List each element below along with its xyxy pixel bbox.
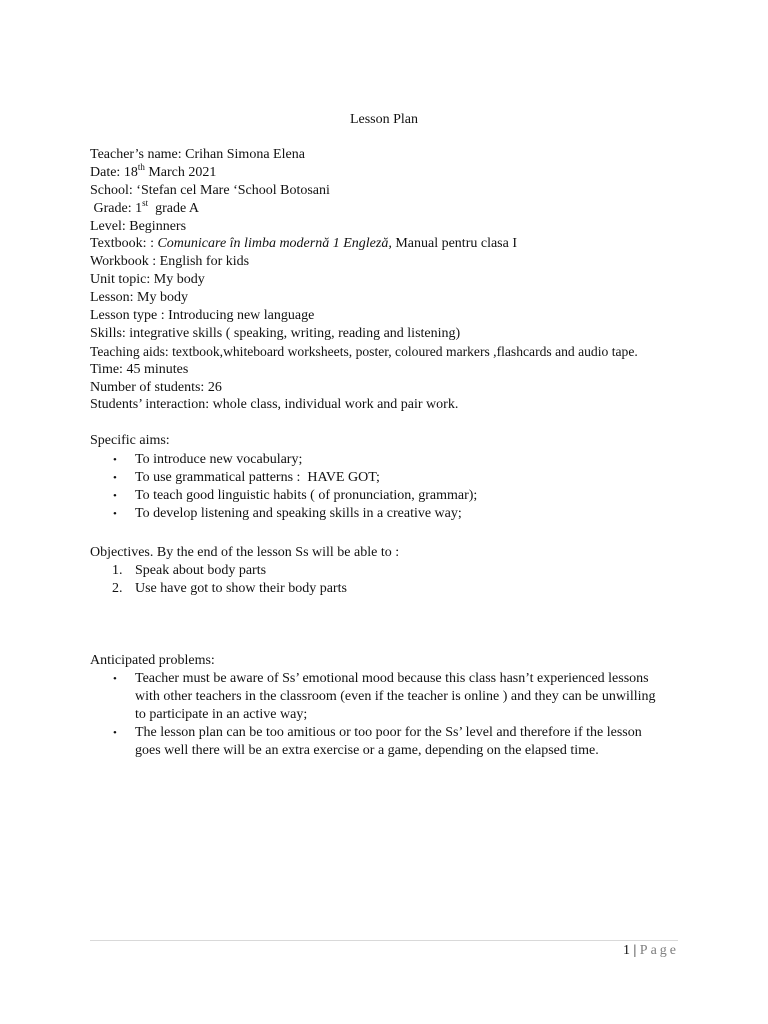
page-title: Lesson Plan (349, 112, 419, 127)
unit-topic-line: Unit topic: My body (90, 272, 205, 288)
level-line: Level: Beginners (90, 218, 187, 234)
lesson-info-block (90, 146, 730, 414)
bullet-icon: • (113, 727, 117, 739)
students-line: Number of students: 26 (90, 379, 222, 395)
bullet-icon: • (113, 454, 117, 466)
item-number: 1. (112, 563, 123, 578)
teacher-name: Teacher’s name: Crihan Simona Elena (90, 147, 305, 162)
list-item: 2. Use have got to show their body parts (112, 581, 347, 596)
list-item: • To teach good linguistic habits ( of pronunciation, grammar); (113, 488, 478, 503)
page-footer (623, 942, 679, 960)
school-line: School: ‘Stefan cel Mare ‘School Botosani (90, 182, 330, 198)
grade-suffix: grade A (148, 200, 200, 216)
textbook-prefix: Textbook: : (90, 236, 158, 252)
time-line: Time: 45 minutes (90, 361, 189, 377)
specific-aims-heading: Specific aims: (90, 433, 170, 448)
list-item: 1. Speak about body parts (112, 563, 267, 578)
list-item: • The lesson plan can be too amitious or too poor for the Ss’ level and therefore if the lesson goes well there will be an extra exercise or a game, depending on the elapsed time. (113, 725, 642, 758)
specific-aims-list (90, 451, 670, 523)
date-superscript: th (137, 161, 145, 172)
list-item: • To introduce new vocabulary; (113, 452, 303, 467)
grade-superscript: st (142, 197, 149, 208)
skills-line: Skills: integrative skills ( speaking, writing, reading and listening) (90, 325, 461, 341)
teaching-aids-line: Teaching aids: textbook,whiteboard worksheets, poster, coloured markers ,flashcards and audio tape. (90, 343, 638, 359)
date-suffix: March 2021 (144, 164, 217, 180)
anticipated-problems-list (90, 670, 660, 760)
list-item: • To develop listening and speaking skills in a creative way; (113, 506, 462, 521)
footer-separator: | (629, 943, 640, 958)
grade-line (90, 197, 730, 218)
textbook-suffix: Manual pentru clasa I (391, 236, 518, 252)
textbook-line (90, 235, 730, 253)
date-line (90, 161, 730, 182)
anticipated-problems-heading: Anticipated problems: (90, 653, 215, 668)
bullet-icon: • (113, 472, 117, 484)
bullet-icon: • (113, 508, 117, 520)
objectives-list (90, 562, 670, 598)
page-number: 1 (622, 943, 630, 958)
grade-prefix: Grade: 1 (90, 200, 143, 216)
workbook-line: Workbook : English for kids (90, 254, 250, 270)
bullet-icon: • (113, 490, 117, 502)
page-label: Page (639, 943, 679, 958)
list-item: • To use grammatical patterns : HAVE GOT; (113, 470, 380, 485)
lesson-line: Lesson: My body (90, 290, 188, 306)
bullet-icon: • (113, 673, 117, 685)
item-number: 2. (112, 581, 123, 596)
footer-divider (90, 940, 678, 941)
lesson-type-line: Lesson type : Introducing new language (90, 308, 315, 324)
textbook-title: Comunicare în limba modernă 1 Engleză, (157, 236, 392, 252)
list-item: • Teacher must be aware of Ss’ emotional mood because this class hasn’t experienced lessons with other teachers in the classroom (even if the teacher is online ) and they can be unwilling to participate in an active way; (113, 671, 656, 722)
objectives-heading: Objectives. By the end of the lesson Ss will be able to : (90, 545, 400, 560)
interaction-line: Students’ interaction: whole class, individual work and pair work. (90, 397, 459, 413)
date-prefix: Date: 18 (90, 164, 138, 180)
